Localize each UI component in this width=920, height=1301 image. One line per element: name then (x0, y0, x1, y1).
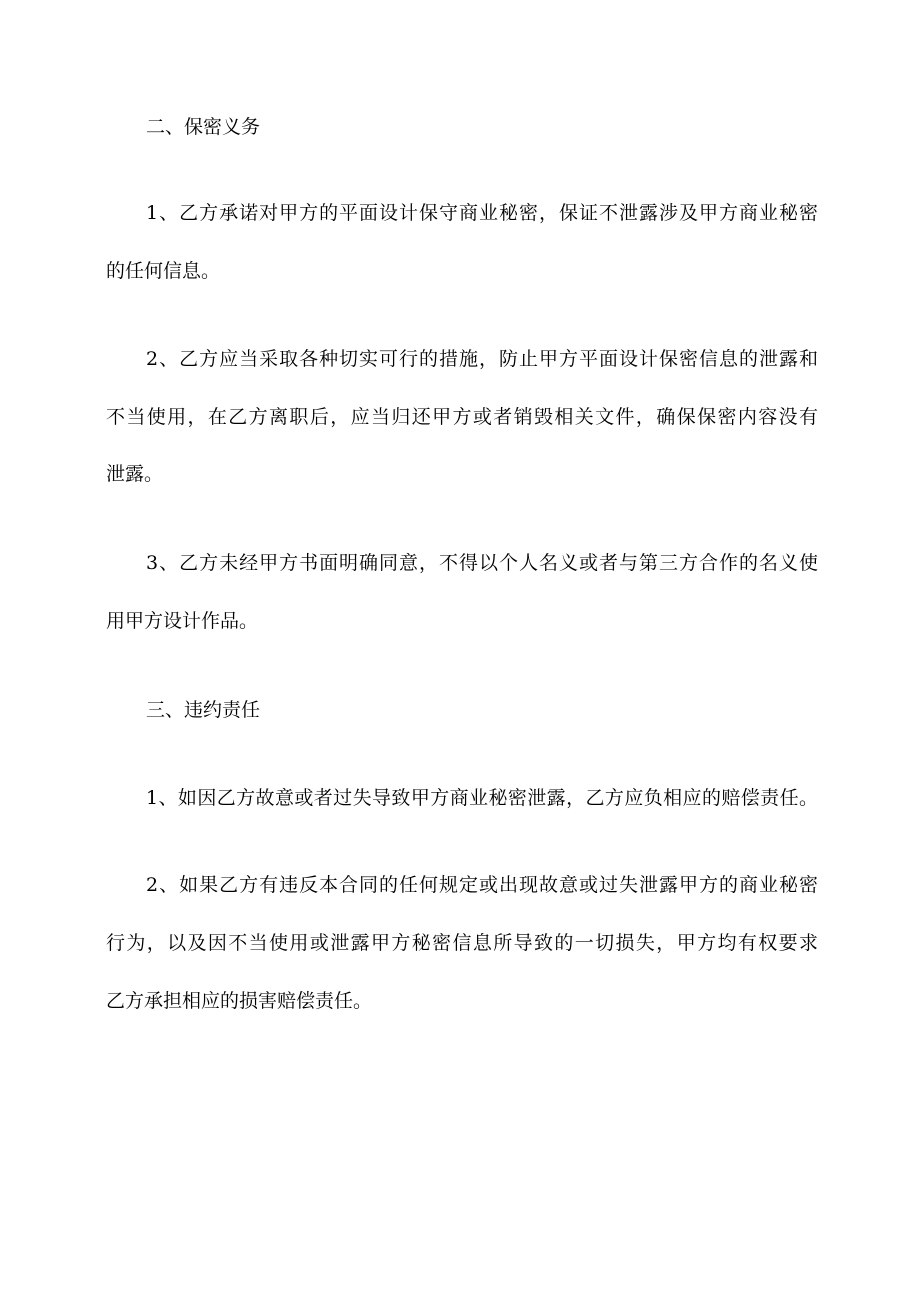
confidentiality-item-3-line-2: 用甲方设计作品。 (106, 610, 259, 632)
liability-item-1-line-1: 1、如因乙方故意或者过失导致甲方商业秘密泄露，乙方应负相应的赔偿责任。 (146, 787, 818, 809)
confidentiality-item-2-line-1: 2、乙方应当采取各种切实可行的措施，防止甲方平面设计保密信息的泄露和 (146, 348, 818, 370)
liability-item-2-line-2: 行为，以及因不当使用或泄露甲方秘密信息所导致的一切损失，甲方均有权要求 (106, 932, 818, 954)
liability-item-2-line-3: 乙方承担相应的损害赔偿责任。 (106, 990, 373, 1012)
liability-item-2-line-1: 2、如果乙方有违反本合同的任何规定或出现故意或过失泄露甲方的商业秘密 (146, 874, 818, 896)
section-heading-confidentiality: 二、保密义务 (146, 116, 261, 138)
confidentiality-item-2-line-3: 泄露。 (106, 463, 164, 485)
confidentiality-item-1-line-1: 1、乙方承诺对甲方的平面设计保守商业秘密，保证不泄露涉及甲方商业秘密 (146, 202, 818, 224)
confidentiality-item-3-line-1: 3、乙方未经甲方书面明确同意，不得以个人名义或者与第三方合作的名义使 (146, 552, 818, 574)
section-heading-liability: 三、违约责任 (146, 699, 261, 721)
confidentiality-item-2-line-2: 不当使用，在乙方离职后，应当归还甲方或者销毁相关文件，确保保密内容没有 (106, 406, 818, 428)
confidentiality-item-1-line-2: 的任何信息。 (106, 260, 221, 282)
